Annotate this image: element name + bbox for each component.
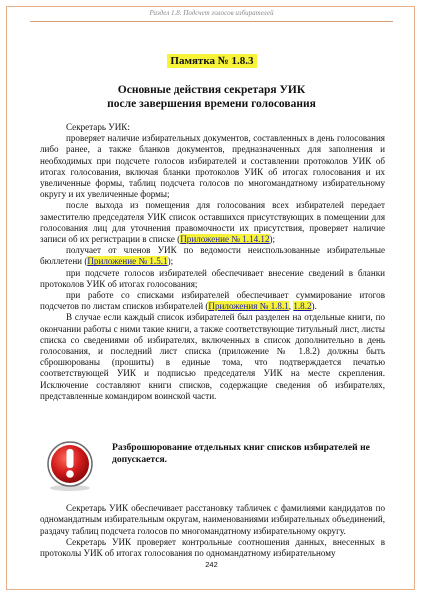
paragraph-voter-lists-end: ). [311,301,317,312]
memo-title: Памятка № 1.8.3 [167,54,257,68]
exclamation-warning-icon [44,440,96,492]
link-appendix-1-5-1[interactable]: Приложение № 1.5.1 [87,256,168,267]
running-header: Раздел 1.8. Подсчет голосов избирателей [149,9,274,17]
heading-line-2: после завершения времени голосования [107,98,316,110]
paragraph-binding-books: В случае если каждый список избирателей был разделен на отдельные книги, по окончании работы с ними такие книги, а также соответствующие титульный лист, листы списка со сведениями об избирателях, включенных в список дополнительно в день голосования, и последний лист списка (приложение № 1.8.2) должны быть сброшюрованы (прошиты) в единые тома, что подтверждается печатью соответствующей УИК и подписью председателя УИК на месте скрепления. Исключение составляют книги списков, содержащие сведения об избирателях, представленные командиром воинской части. [40,312,385,401]
page-number: 242 [205,560,218,569]
warning-text: Разброшюрование отдельных книг списков избирателей не допускается. [112,442,370,465]
paragraph-unused-ballots-end: ); [167,256,174,267]
header-rule [30,21,393,22]
paragraph-protocol-entry: при подсчете голосов избирателей обеспечивает внесение сведений в бланки протоколов УИК об итогах голосования; [40,267,385,289]
paragraph-unused-ballots [40,245,385,267]
paragraph-voter-lists [40,290,385,312]
paragraph-name-plates: Секретарь УИК обеспечивает расстановку табличек с фамилиями кандидатов по одномандатным избирательным округам, наименованиями избирательных объединений, раздачу таблиц подсчета голосов по многомандатному избирательному округу. [40,503,385,536]
lower-body [40,503,385,559]
link-appendix-1-14-12[interactable]: Приложение № 1.14.12 [180,234,270,245]
link-appendix-1-8-1[interactable]: Приложения № 1.8.1 [208,301,289,312]
paragraph-documents-check: проверяет наличие избирательных документов, составленных в день голосования либо ранее, а также бланков документов, предназначенных для заполнения и необходимых при подсчете голосов избирателей и составлении протоколов УИК об итогах голосования, включая бланки протоколов УИК об итогах голосования и их увеличенные формы, таблиц подсчета голосов по многомандатному избирательному округу и их увеличенные формы; [40,133,385,200]
paragraph-voter-lists-text: при работе со списками избирателей обеспечивает суммирование итогов подсчетов по листам списков избирателей ( [40,290,385,312]
heading-line-1: Основные действия секретаря УИК [117,84,306,96]
paragraph-attendees-list [40,200,385,245]
link-separator: , [288,301,294,312]
paragraph-attendees-text: после выхода из помещения для голосования всех избирателей передает заместителю председателя УИК список оставшихся присутствующих в помещении для голосования лиц для уточнения правомочности их присутствия, проверяет наличие записи об их регистрации в списке ( [40,200,385,245]
section-heading [40,83,383,111]
paragraph-control-ratios: Секретарь УИК проверяет контрольные соотношения данных, внесенных в протоколы УИК об итогах голосования по одномандатному избирательному [40,536,385,559]
main-body [40,122,385,402]
paragraph-attendees-end: ); [269,234,276,245]
intro-paragraph: Секретарь УИК: [66,122,130,132]
link-appendix-1-8-2[interactable]: 1.8.2 [293,301,312,312]
paragraph-unused-ballots-text: получает от членов УИК по ведомости неиспользованные избирательные бюллетени ( [40,245,385,267]
